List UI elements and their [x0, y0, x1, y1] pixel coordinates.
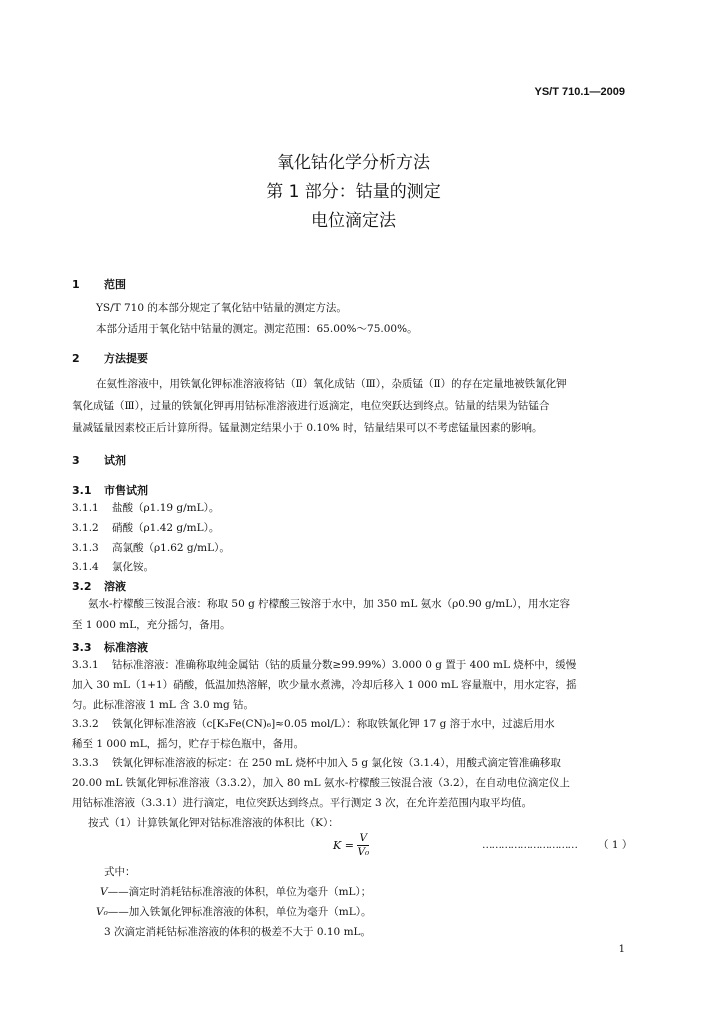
symbol-v: V: [100, 886, 108, 898]
section-title: 范围: [104, 278, 126, 291]
range-note: 3 次滴定消耗钴标准溶液的体积的极差不大于 0.10 mL。: [104, 926, 372, 938]
formula-fraction: [357, 832, 369, 859]
reagent-text: 氯化铵。: [112, 561, 154, 573]
where-v-definition: [100, 884, 371, 900]
section-3-3-3-line-3: 用钴标准溶液（3.3.1）进行滴定，电位突跃达到终点。平行测定 3 次，在允许差范围内取平均值。: [72, 797, 533, 809]
section-number: 2: [72, 352, 80, 365]
formula: [333, 832, 369, 859]
section-2-line-2: 氧化成锰（Ⅲ），过量的铁氰化钾再用钴标准溶液进行返滴定，电位突跃达到终点。钴量的结果为钴锰合: [72, 400, 550, 412]
section-3-3-heading: [72, 639, 148, 655]
symbol-v-description: ——滴定时消耗钴标准溶液的体积，单位为毫升（mL）；: [107, 886, 372, 898]
reagent-number: 3.1.3: [72, 542, 99, 554]
clause-number: 3.3.3: [72, 757, 99, 769]
section-3-2-line-2: 至 1 000 mL，充分摇匀，备用。: [72, 619, 231, 631]
section-number: 1: [72, 278, 80, 291]
clause-text: 钴标准溶液：准确称取纯金属钴（钴的质量分数≥99.99%）3.000 0 g 置于 400 mL 烧杯中，缓慢: [112, 659, 577, 671]
section-3-3-1-line-3: 匀。此标准溶液 1 mL 含 3.0 mg 钴。: [72, 699, 255, 711]
clause-number: 3.3.1: [72, 659, 99, 671]
subsection-title: 溶液: [104, 580, 126, 593]
section-3-3-1-line-1: [72, 657, 576, 673]
subsection-title: 标准溶液: [104, 641, 148, 654]
symbol-v0: V₀: [96, 906, 108, 918]
reagent-item: [72, 540, 230, 556]
title-line-1: 氧化钴化学分析方法: [277, 153, 430, 173]
section-3-3-3-line-2: 20.00 mL 铁氰化钾标准溶液（3.3.2），加入 80 mL 氨水-柠檬酸三铵混合液（3.2），在自动电位滴定仪上: [72, 777, 570, 789]
title-line-2: 第 1 部分：钴量的测定: [266, 182, 441, 202]
formula-denominator: V₀: [357, 846, 370, 858]
where-intro: 式中：: [104, 866, 136, 878]
section-title: 试剂: [104, 454, 126, 467]
subsection-number: 3.3: [72, 641, 92, 654]
section-1-paragraph-1: YS/T 710 的本部分规定了氧化钴中钴量的测定方法。: [96, 302, 347, 314]
formula-numerator: V: [359, 832, 368, 844]
reagent-number: 3.1.4: [72, 561, 99, 573]
page-number: 1: [618, 944, 625, 955]
subsection-number: 3.2: [72, 580, 92, 593]
section-3-3-1-line-2: 加入 30 mL（1+1）硝酸，低温加热溶解，吹少量水煮沸，冷却后移入 1 000 mL 容量瓶中，用水定容，摇: [72, 679, 577, 691]
clause-number: 3.3.2: [72, 718, 99, 730]
section-3-2-line-1: 氨水-柠檬酸三铵混合液：称取 50 g 柠檬酸三铵溶于水中，加 350 mL 氨水（ρ0.90 g/mL），用水定容: [88, 598, 570, 610]
section-3-heading: [72, 452, 126, 468]
clause-text: 铁氰化钾标准溶液的标定：在 250 mL 烧杯中加入 5 g 氯化铵（3.1.4），用酸式滴定管准确移取: [112, 757, 561, 769]
reagent-number: 3.1.1: [72, 502, 99, 514]
where-v0-definition: [96, 904, 371, 920]
section-3-3-2-line-2: 稀至 1 000 mL，摇匀，贮存于棕色瓶中，备用。: [72, 738, 305, 750]
reagent-number: 3.1.2: [72, 522, 99, 534]
section-title: 方法提要: [104, 352, 148, 365]
reagent-text: 硝酸（ρ1.42 g/mL）。: [112, 522, 220, 534]
title-line-3: 电位滴定法: [311, 211, 396, 231]
section-1-paragraph-2: 本部分适用于氧化钴中钴量的测定。测定范围：65.00%～75.00%。: [96, 323, 418, 335]
section-3-3-3-line-4: 按式（1）计算铁氰化钾对钴标准溶液的体积比（K）：: [88, 817, 339, 829]
reagent-item: [72, 559, 154, 575]
section-1-heading: [72, 276, 126, 292]
subsection-title: 市售试剂: [104, 484, 148, 497]
section-2-line-3: 量减锰量因素校正后计算所得。锰量测定结果小于 0.10% 时，钴量结果可以不考虑锰量因素的影响。: [72, 422, 543, 434]
clause-text: 铁氰化钾标准溶液（c[K₃Fe(CN)₆]≈0.05 mol/L）：称取铁氰化钾 17 g 溶于水中，过滤后用水: [112, 718, 555, 730]
formula-lhs: K =: [333, 839, 354, 852]
section-number: 3: [72, 454, 80, 467]
formula-leader-dots: …………………………: [482, 839, 577, 851]
subsection-number: 3.1: [72, 484, 92, 497]
section-3-3-3-line-1: [72, 755, 561, 771]
section-2-line-1: 在氨性溶液中，用铁氰化钾标准溶液将钴（Ⅱ）氧化成钴（Ⅲ），杂质锰（Ⅱ）的存在定量地被铁氰化钾: [96, 378, 567, 390]
section-3-3-2-line-1: [72, 716, 555, 732]
reagent-text: 盐酸（ρ1.19 g/mL）。: [112, 502, 220, 514]
standard-code: YS/T 710.1—2009: [534, 86, 625, 98]
section-3-2-heading: [72, 578, 126, 594]
reagent-item: [72, 520, 219, 536]
section-3-1-heading: [72, 482, 148, 498]
section-2-heading: [72, 350, 148, 366]
symbol-v0-description: ——加入铁氰化钾标准溶液的体积，单位为毫升（mL）。: [107, 906, 372, 918]
reagent-item: [72, 500, 219, 516]
formula-label: （ 1 ）: [598, 839, 633, 851]
reagent-text: 高氯酸（ρ1.62 g/mL）。: [112, 542, 230, 554]
